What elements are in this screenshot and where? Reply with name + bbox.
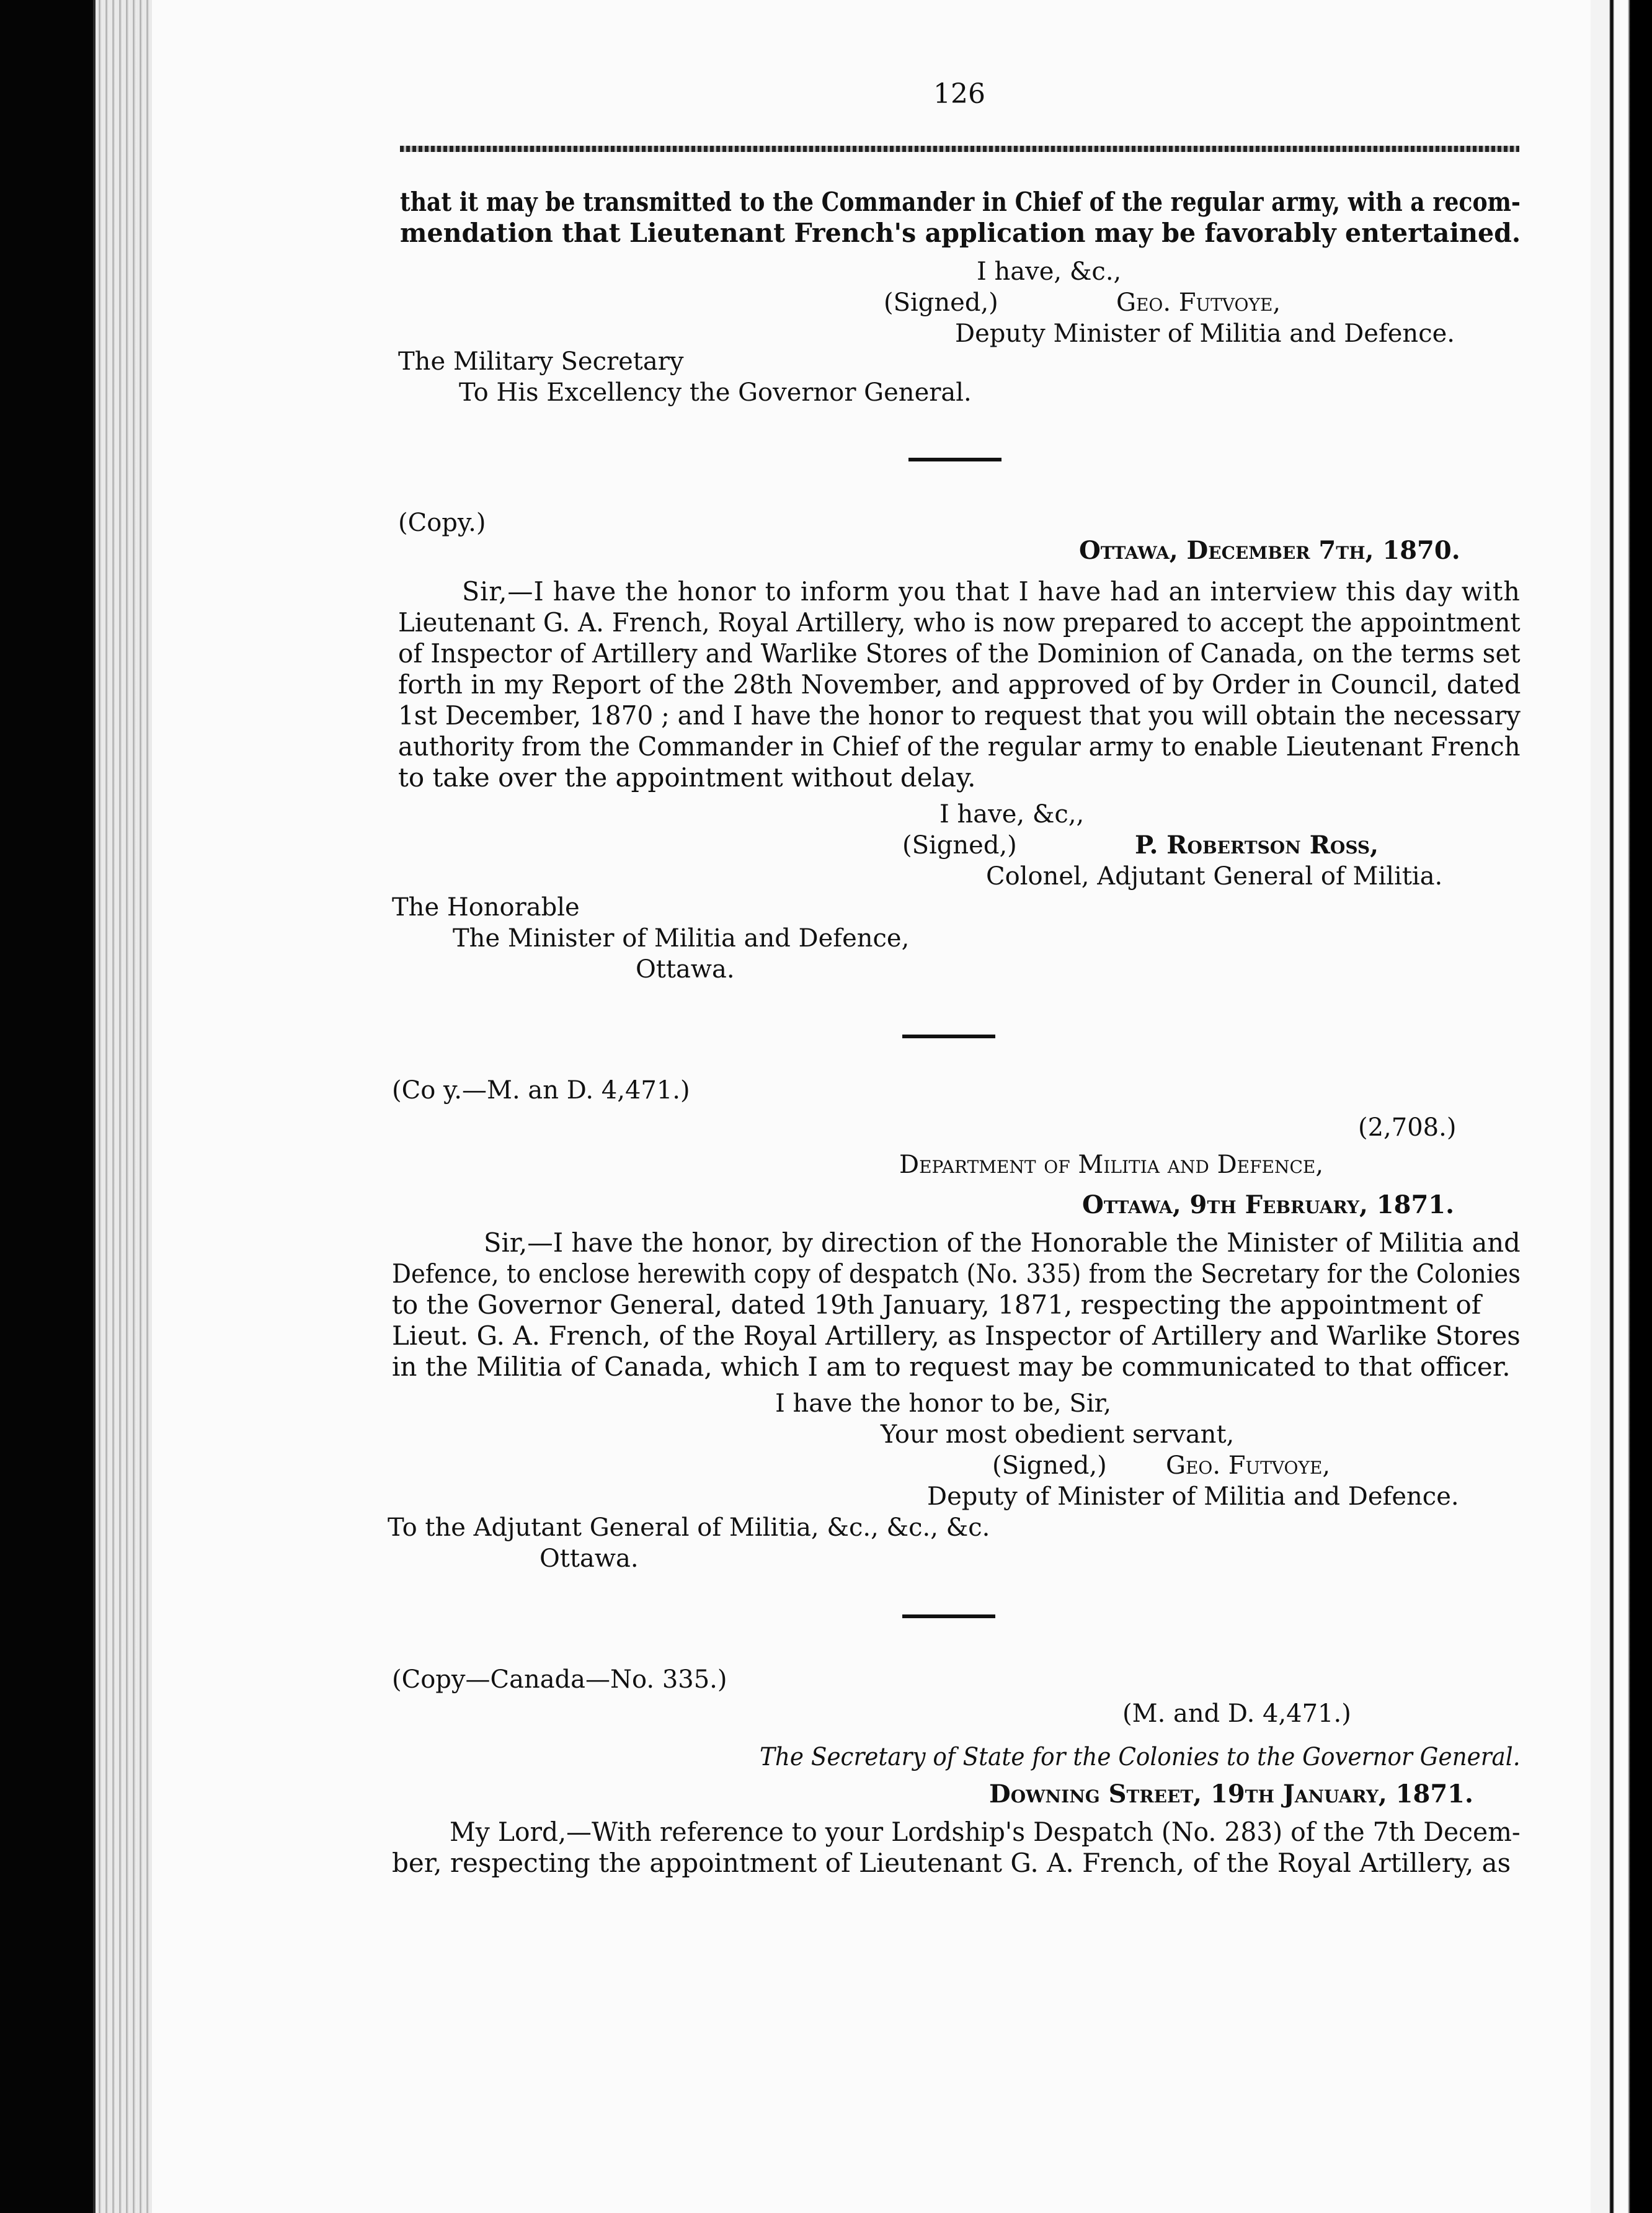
addressee-line: The Honorable [392, 893, 580, 922]
text-line: Lieutenant G. A. French, Royal Artillery, who is now prepared to accept the appointment [398, 607, 1521, 638]
addressee-line: To His Excellency the Governor General. [459, 378, 972, 407]
text-line: in the Militia of Canada, which I am to request may be communicated to that officer. [392, 1351, 1511, 1382]
signed-label: (Signed,) [992, 1451, 1107, 1480]
closing-line: I have, &c., [977, 257, 1122, 286]
page-stack-edges [93, 0, 154, 2213]
text-line: Lieut. G. A. French, of the Royal Artillery, as Inspector of Artillery and Warlike Stores [392, 1320, 1521, 1351]
text-line: ber, respecting the appointment of Lieutenant G. A. French, of the Royal Artillery, as [392, 1848, 1511, 1878]
addressee-line: Ottawa. [540, 1544, 639, 1573]
reference-number: (M. and D. 4,471.) [1122, 1699, 1351, 1728]
copy-label: (Co y.—M. an D. 4,471.) [392, 1076, 690, 1105]
text-line: Defence, to enclose herewith copy of despatch (No. 335) from the Secretary for the Colonies [392, 1258, 1521, 1289]
section-divider [902, 1035, 995, 1038]
page-number: 126 [933, 78, 985, 110]
closing-line: Your most obedient servant, [881, 1420, 1235, 1449]
text-line: Sir,—I have the honor, by direction of the Honorable the Minister of Militia and [484, 1227, 1521, 1258]
text-line: 1st December, 1870 ; and I have the honor to request that you will obtain the necessary [398, 700, 1521, 731]
text-line: that it may be transmitted to the Commander in Chief of the regular army, with a recom- [400, 187, 1521, 217]
text-line: forth in my Report of the 28th November, and approved of by Order in Council, dated [398, 669, 1521, 700]
right-page-edge [1591, 0, 1652, 2213]
text-line: Sir,—I have the honor to inform you that I have had an interview this day with [462, 576, 1521, 607]
copy-label: (Copy.) [398, 509, 486, 537]
signatory-title: Deputy Minister of Militia and Defence. [955, 319, 1455, 348]
department-heading: Department of Militia and Defence, [899, 1151, 1324, 1179]
signatory-title: Colonel, Adjutant General of Militia. [986, 862, 1443, 891]
book-spine-shadow [0, 0, 93, 2213]
signatory-name: P. Robertson Ross, [1135, 830, 1379, 860]
text-line: My Lord,—With reference to your Lordship's Despatch (No. 283) of the 7th Decem- [450, 1817, 1521, 1847]
text-line: authority from the Commander in Chief of the regular army to enable Lieutenant French [398, 731, 1521, 762]
signatory-title: Deputy of Minister of Militia and Defence. [927, 1482, 1459, 1511]
closing-line: I have, &c,, [939, 800, 1085, 829]
copy-label: (Copy—Canada—No. 335.) [392, 1665, 727, 1694]
text-line: of Inspector of Artillery and Warlike Stores of the Dominion of Canada, on the terms set [398, 638, 1521, 669]
signed-label: (Signed,) [902, 831, 1017, 860]
signed-label: (Signed,) [884, 288, 998, 317]
addressee-line: To the Adjutant General of Militia, &c., &c., &c. [388, 1513, 990, 1542]
text-line: mendation that Lieutenant French's application may be favorably entertained. [400, 218, 1521, 248]
section-divider [908, 458, 1001, 461]
signatory-name: Geo. Futvoye, [1116, 288, 1281, 317]
reference-number: (2,708.) [1358, 1113, 1457, 1142]
header-rule [400, 146, 1519, 152]
dateline: Ottawa, December 7th, 1870. [1079, 536, 1460, 565]
addressee-line: Ottawa. [636, 955, 735, 984]
section-divider [902, 1614, 995, 1618]
despatch-heading: The Secretary of State for the Colonies to the Governor General. [760, 1743, 1521, 1771]
dateline: Ottawa, 9th February, 1871. [1082, 1190, 1455, 1219]
addressee-line: The Minister of Militia and Defence, [453, 924, 910, 953]
closing-line: I have the honor to be, Sir, [775, 1389, 1112, 1418]
text-line: to take over the appointment without delay. [398, 762, 976, 793]
signatory-name: Geo. Futvoye, [1166, 1451, 1331, 1480]
dateline: Downing Street, 19th January, 1871. [989, 1779, 1473, 1809]
addressee-line: The Military Secretary [398, 347, 684, 376]
text-line: to the Governor General, dated 19th January, 1871, respecting the appointment of [392, 1289, 1481, 1320]
